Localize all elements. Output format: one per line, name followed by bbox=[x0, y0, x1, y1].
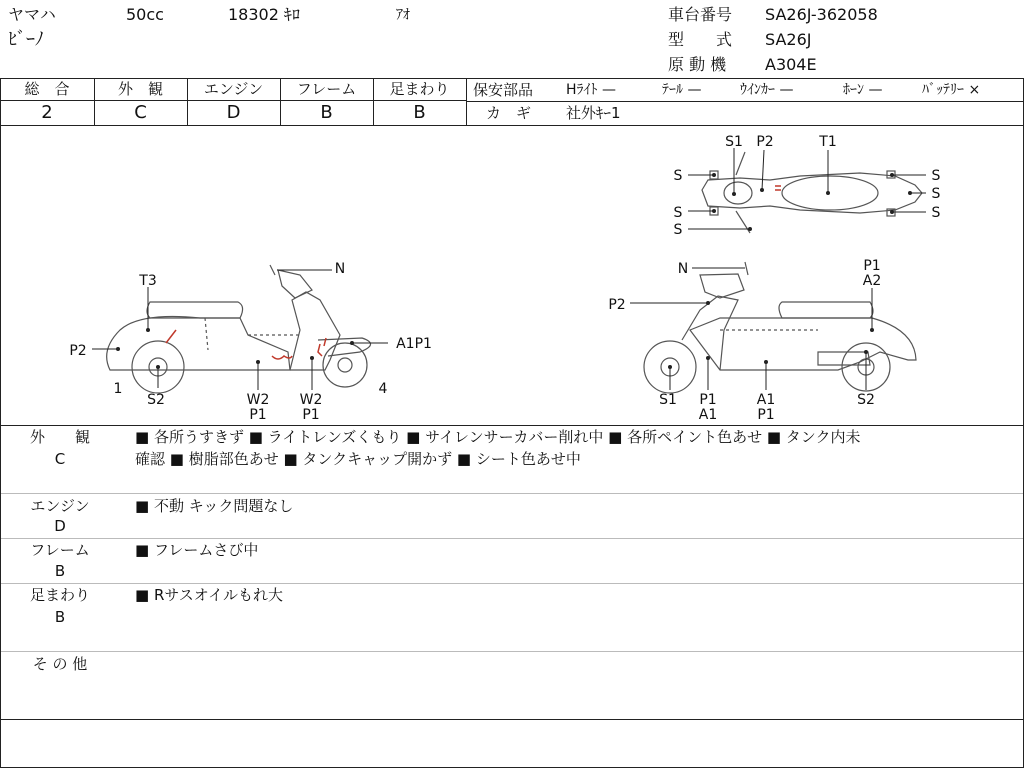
label-left-w2: W2 bbox=[246, 392, 270, 408]
label-top-t1: T1 bbox=[819, 134, 837, 150]
label-top-s: S bbox=[931, 186, 941, 202]
label-left-p1: P1 bbox=[302, 407, 320, 423]
color: ｱｵ bbox=[396, 7, 410, 23]
label-left-p1: P1 bbox=[249, 407, 267, 423]
maker: ヤマハ bbox=[8, 5, 56, 24]
suspension-grade: B bbox=[413, 102, 426, 123]
label-left-p2: P2 bbox=[69, 343, 87, 359]
engine-model-label: 原 動 機 bbox=[668, 55, 727, 74]
damage-marks bbox=[166, 186, 781, 359]
label-right-a1: A1 bbox=[756, 392, 776, 408]
label-left-s2: S2 bbox=[147, 392, 165, 408]
key-value: 社外ｷｰ1 bbox=[566, 104, 621, 122]
label-right-p1: P1 bbox=[699, 392, 717, 408]
type-label: 型 式 bbox=[668, 30, 733, 49]
remarks-suspension-grade: B bbox=[54, 608, 66, 626]
label-top-p2: P2 bbox=[756, 134, 774, 150]
label-right-s2: S2 bbox=[857, 392, 875, 408]
remarks-frame-text: ■ フレームさび中 bbox=[135, 541, 259, 559]
label-top-s: S bbox=[931, 168, 941, 184]
remarks-suspension-label: 足まわり bbox=[29, 586, 90, 604]
exterior-label: 外 観 bbox=[117, 80, 163, 98]
mileage: 18302 ｷﾛ bbox=[228, 5, 300, 24]
engine-model-value: A304E bbox=[765, 55, 817, 74]
remarks-suspension-text: ■ Rサスオイルもれ大 bbox=[135, 586, 284, 604]
remarks-exterior-label: 外 観 bbox=[29, 428, 90, 446]
overall-label: 総 合 bbox=[24, 80, 70, 98]
frame-no: SA26J-362058 bbox=[765, 5, 878, 24]
model-name: ﾋﾞｰﾉ bbox=[8, 29, 44, 50]
remarks-frame-grade: B bbox=[54, 562, 66, 580]
label-left-t3: T3 bbox=[139, 273, 157, 289]
label-top-s: S bbox=[673, 168, 683, 184]
label-top-s1: S1 bbox=[725, 134, 743, 150]
safety-headlight: Hﾗｲﾄ — bbox=[566, 82, 616, 98]
label-left-w2: W2 bbox=[299, 392, 323, 408]
safety-battery: ﾊﾞｯﾃﾘｰ × bbox=[922, 82, 981, 98]
label-right-p1: P1 bbox=[757, 407, 775, 423]
leader-dots bbox=[116, 173, 912, 369]
label-top-s: S bbox=[673, 222, 683, 238]
label-right-n: N bbox=[677, 261, 689, 277]
remarks-exterior-line2: 確認 ■ 樹脂部色あせ ■ タンクキャップ開かず ■ シート色あせ中 bbox=[135, 450, 581, 468]
suspension-label: 足まわり bbox=[389, 80, 450, 98]
label-left-4: 4 bbox=[378, 381, 388, 397]
frame-no-label: 車台番号 bbox=[668, 5, 733, 24]
label-right-p2: P2 bbox=[608, 297, 626, 313]
safety-label: 保安部品 bbox=[473, 81, 534, 99]
remarks-exterior-line1: ■ 各所うすきず ■ ライトレンズくもり ■ サイレンサーカバー削れ中 ■ 各所ペイント色あせ ■ タンク内未 bbox=[135, 428, 861, 446]
exterior-grade: C bbox=[134, 102, 147, 123]
safety-winker: ｳｲﾝｶｰ — bbox=[740, 82, 794, 98]
label-top-s: S bbox=[931, 205, 941, 221]
label-right-a1: A1 bbox=[698, 407, 718, 423]
remarks-engine-grade: D bbox=[54, 517, 66, 535]
safety-horn: ﾎｰﾝ — bbox=[843, 82, 883, 98]
label-left-n: N bbox=[334, 261, 346, 277]
label-right-s1: S1 bbox=[659, 392, 677, 408]
engine-grade: D bbox=[226, 102, 241, 123]
remarks-frame-label: フレーム bbox=[30, 541, 90, 559]
label-right-a2: A2 bbox=[862, 273, 882, 289]
remarks-engine-text: ■ 不動 キック問題なし bbox=[135, 497, 294, 515]
frame-label: フレーム bbox=[296, 80, 357, 98]
key-label: カ ギ bbox=[486, 104, 532, 122]
safety-tail: ﾃｰﾙ — bbox=[662, 82, 702, 98]
label-left-1: 1 bbox=[113, 381, 123, 397]
label-right-p1: P1 bbox=[863, 258, 881, 274]
leader-lines bbox=[92, 148, 926, 390]
overall-grade: 2 bbox=[41, 102, 53, 123]
label-top-s: S bbox=[673, 205, 683, 221]
label-left-a1p1: A1P1 bbox=[396, 336, 432, 352]
type-value: SA26J bbox=[765, 30, 812, 49]
remarks-engine-label: エンジン bbox=[30, 497, 90, 515]
frame-grade: B bbox=[320, 102, 333, 123]
displacement: 50cc bbox=[126, 5, 164, 24]
engine-label: エンジン bbox=[203, 80, 264, 98]
remarks-other-label: そ の 他 bbox=[32, 655, 88, 673]
remarks-exterior-grade: C bbox=[54, 450, 66, 468]
